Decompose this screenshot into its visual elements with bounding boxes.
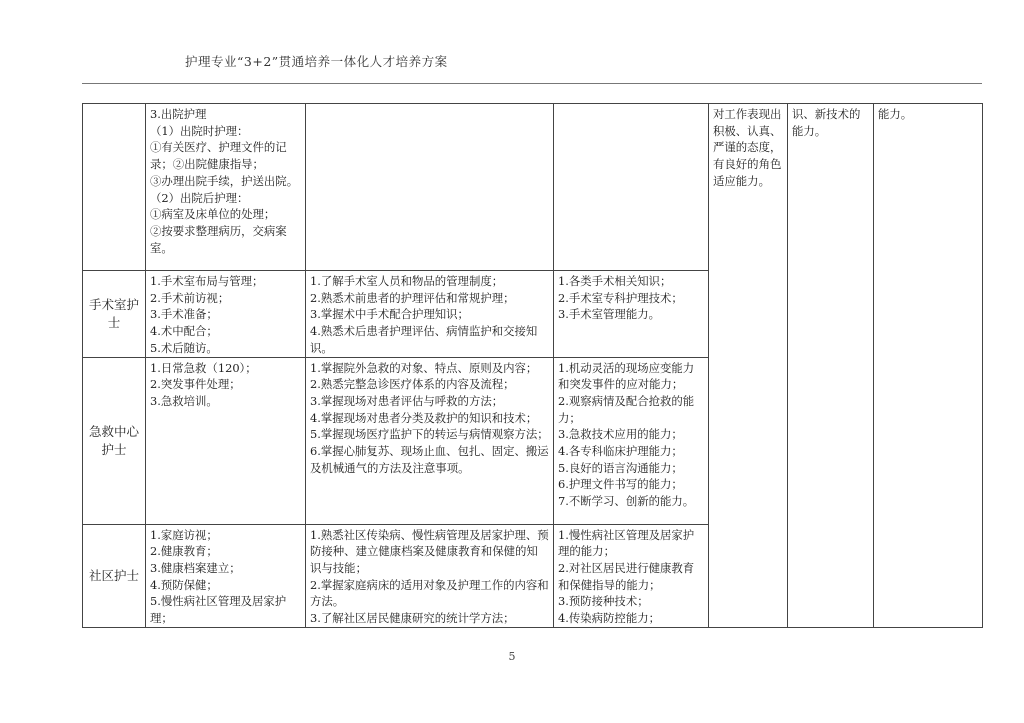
- cell-line: 识、新技术的能力。: [792, 107, 861, 138]
- cell-line: 2.手术室专科护理技术；: [558, 290, 683, 305]
- cell-line: ②按要求整理病历，交病案室。: [150, 223, 287, 255]
- cell-line: 2.突发事件处理；: [150, 377, 241, 392]
- cell-line: 3.手术准备；: [150, 307, 218, 322]
- cell-line: 2.熟悉术前患者的护理评估和常规护理；: [310, 290, 515, 305]
- cell-line: 2.手术前访视；: [150, 290, 230, 305]
- header-rule: [82, 83, 982, 84]
- cell-line: 1.机动灵活的现场应变能力和突发事件的应对能力；: [558, 360, 695, 392]
- cell-line: 1.掌握院外急救的对象、特点、原则及内容；: [310, 360, 538, 375]
- knowledge-cell: [306, 271, 554, 358]
- cell-line: 4.术中配合；: [150, 324, 218, 339]
- cell-line: 2.健康教育；: [150, 544, 218, 559]
- cell-line: 2.掌握家庭病床的适用对象及护理工作的内容和方法。: [310, 577, 549, 609]
- knowledge-cell: [306, 357, 554, 524]
- cell-line: 3.了解社区居民健康研究的统计学方法；: [310, 611, 515, 626]
- cell-line: 4.预防保健；: [150, 577, 218, 592]
- role-cell: [83, 104, 146, 271]
- cell-line: 1.家庭访视；: [150, 527, 218, 542]
- cell-line: 3.急救技术应用的能力；: [558, 427, 683, 442]
- cell-line: 4.掌握现场对患者分类及救护的知识和技术；: [310, 410, 538, 425]
- cell-line: 3.掌握术中手术配合护理知识；: [310, 307, 469, 322]
- tasks-cell: [146, 524, 306, 627]
- knowledge-cell: [306, 104, 554, 271]
- cell-line: 7.不断学习、创新的能力。: [558, 494, 695, 509]
- cell-line: 2.观察病情及配合抢救的能力；: [558, 393, 695, 425]
- cell-line: 3.手术室管理能力。: [558, 307, 660, 322]
- quality-cell: [709, 104, 788, 628]
- ability-cell: [554, 104, 709, 271]
- cell-line: 5.慢性病社区管理及居家护理；: [150, 594, 287, 626]
- table-row: [83, 104, 983, 271]
- cell-line: ①有关医疗、护理文件的记录；②出院健康指导；: [150, 140, 287, 172]
- cell-line: 5.掌握现场医疗监护下的转运与病情观察方法；: [310, 427, 549, 442]
- cell-line: 5.良好的语言沟通能力；: [558, 460, 683, 475]
- cell-line: 1.手术室布局与管理；: [150, 274, 264, 288]
- cell-line: 2.熟悉完整急诊医疗体系的内容及流程；: [310, 377, 515, 392]
- cell-line: ③办理出院手续，护送出院。: [150, 173, 299, 188]
- cell-line: 4.各专科临床护理能力；: [558, 444, 683, 459]
- role-cell: 急救中心护士: [83, 357, 146, 524]
- cell-line: 2.对社区居民进行健康教育和保健指导的能力；: [558, 560, 695, 592]
- cell-line: ①病室及床单位的处理；: [150, 207, 276, 222]
- knowledge-cell: [306, 524, 554, 627]
- cell-line: （1）出院时护理：: [150, 123, 249, 138]
- cell-line: （2）出院后护理：: [150, 190, 249, 205]
- training-plan-table: [82, 103, 983, 628]
- cell-line: 3.急救培训。: [150, 393, 218, 408]
- cell-line: 3.出院护理: [150, 107, 207, 121]
- role-cell: 手术室护士: [83, 271, 146, 358]
- page-number: 5: [508, 650, 516, 663]
- cell-line: 6.护理文件书写的能力；: [558, 477, 683, 492]
- cell-line: 1.慢性病社区管理及居家护理的能力；: [558, 527, 695, 559]
- cell-line: 4.传染病防控能力；: [558, 611, 660, 626]
- tasks-cell: [146, 357, 306, 524]
- page-header-title: 护理专业“3+2”贯通培养一体化人才培养方案: [185, 54, 448, 69]
- ability-cell: [554, 271, 709, 358]
- extra-cell: [874, 104, 983, 628]
- development-cell: [788, 104, 874, 628]
- ability-cell: [554, 524, 709, 627]
- cell-line: 1.熟悉社区传染病、慢性病管理及居家护理、预防接种、建立健康档案及健康教育和保健的知识与技能；: [310, 527, 549, 575]
- role-cell: 社区护士: [83, 524, 146, 627]
- cell-line: 1.各类手术相关知识；: [558, 274, 672, 288]
- tasks-cell: [146, 271, 306, 358]
- cell-line: 3.健康档案建立；: [150, 560, 241, 575]
- cell-line: 3.掌握现场对患者评估与呼救的方法；: [310, 393, 504, 408]
- cell-line: 能力。: [878, 107, 913, 121]
- cell-line: 4.熟悉术后患者护理评估、病情监护和交接知识。: [310, 324, 538, 355]
- cell-line: 对工作表现出积极、认真、严谨的态度，有良好的角色适应能力。: [713, 107, 782, 188]
- cell-line: 1.了解手术室人员和物品的管理制度；: [310, 274, 504, 288]
- cell-line: 1.日常急救（120）；: [150, 360, 257, 375]
- ability-cell: [554, 357, 709, 524]
- cell-line: 5.术后随访。: [150, 340, 218, 355]
- cell-line: 3.预防接种技术；: [558, 594, 649, 609]
- tasks-cell: [146, 104, 306, 271]
- cell-line: 6.掌握心肺复苏、现场止血、包扎、固定、搬运及机械通气的方法及注意事项。: [310, 444, 549, 475]
